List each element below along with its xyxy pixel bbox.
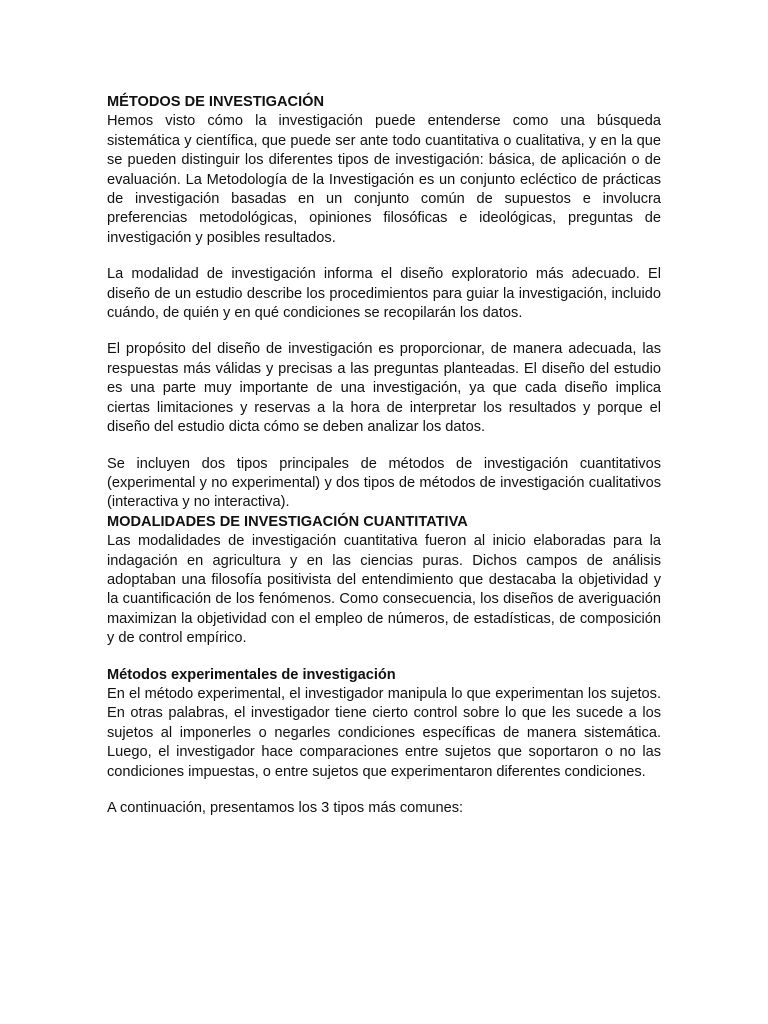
subsection-paragraph-2: A continuación, presentamos los 3 tipos más comunes: xyxy=(107,800,464,816)
document-title: MÉTODOS DE INVESTIGACIÓN xyxy=(107,94,325,110)
intro-paragraph-2: La modalidad de investigación informa el diseño exploratorio más adecuado. El diseño de un estudio describe los procedimientos para guiar la investigación, incluido cuándo, de quién y en qué condiciones se recopilarán los datos. xyxy=(107,266,661,322)
intro-paragraph-4: Se incluyen dos tipos principales de métodos de investigación cuantitativos (experimental y no experimental) y dos tipos de métodos de investigación cualitativos (interactiva y no interactiva). xyxy=(107,455,661,511)
intro-paragraph-1: Hemos visto cómo la investigación puede entenderse como una búsqueda sistemática y científica, que puede ser ante todo cuantitativa o cualitativa, y en la que se pueden distinguir los diferentes tipos de investigación: básica, de aplicación o de evaluación. La Metodología de la Investigación es un conjunto ecléctico de prácticas de investigación basadas en un conjunto común de supuestos e involucra preferencias metodológicas, opiniones filosóficas e ideológicas, preguntas de investigación y posibles resultados. xyxy=(107,113,661,246)
section-heading: MODALIDADES DE INVESTIGACIÓN CUANTITATIVA xyxy=(107,513,468,530)
document-page xyxy=(107,93,661,818)
subsection-paragraph-1: En el método experimental, el investigador manipula lo que experimentan los sujetos. En otras palabras, el investigador tiene cierto control sobre lo que les sucede a los sujetos al imponerles o negarles condiciones específicas de manera sistemática. Luego, el investigador hace comparaciones entre sujetos que soportaron o no las condiciones impuestas, o entre sujetos que experimentaron diferentes condiciones. xyxy=(107,685,661,780)
intro-paragraph-3: El propósito del diseño de investigación es proporcionar, de manera adecuada, las respuestas más válidas y precisas a las preguntas planteadas. El diseño del estudio es una parte muy importante de una investigación, ya que cada diseño implica ciertas limitaciones y reservas a la hora de interpretar los resultados y porque el diseño del estudio dicta cómo se deben analizar los datos. xyxy=(107,341,661,436)
subsection-heading: Métodos experimentales de investigación xyxy=(107,666,396,683)
section-paragraph: Las modalidades de investigación cuantitativa fueron al inicio elaboradas para la indagación en agricultura y en las ciencias puras. Dichos campos de análisis adoptaban una filosofía positivista del entendimiento que destacaba la objetividad y la cuantificación de los fenómenos. Como consecuencia, los diseños de averiguación maximizan la objetividad con el empleo de números, de estadísticas, de composición y de control empírico. xyxy=(107,533,661,647)
